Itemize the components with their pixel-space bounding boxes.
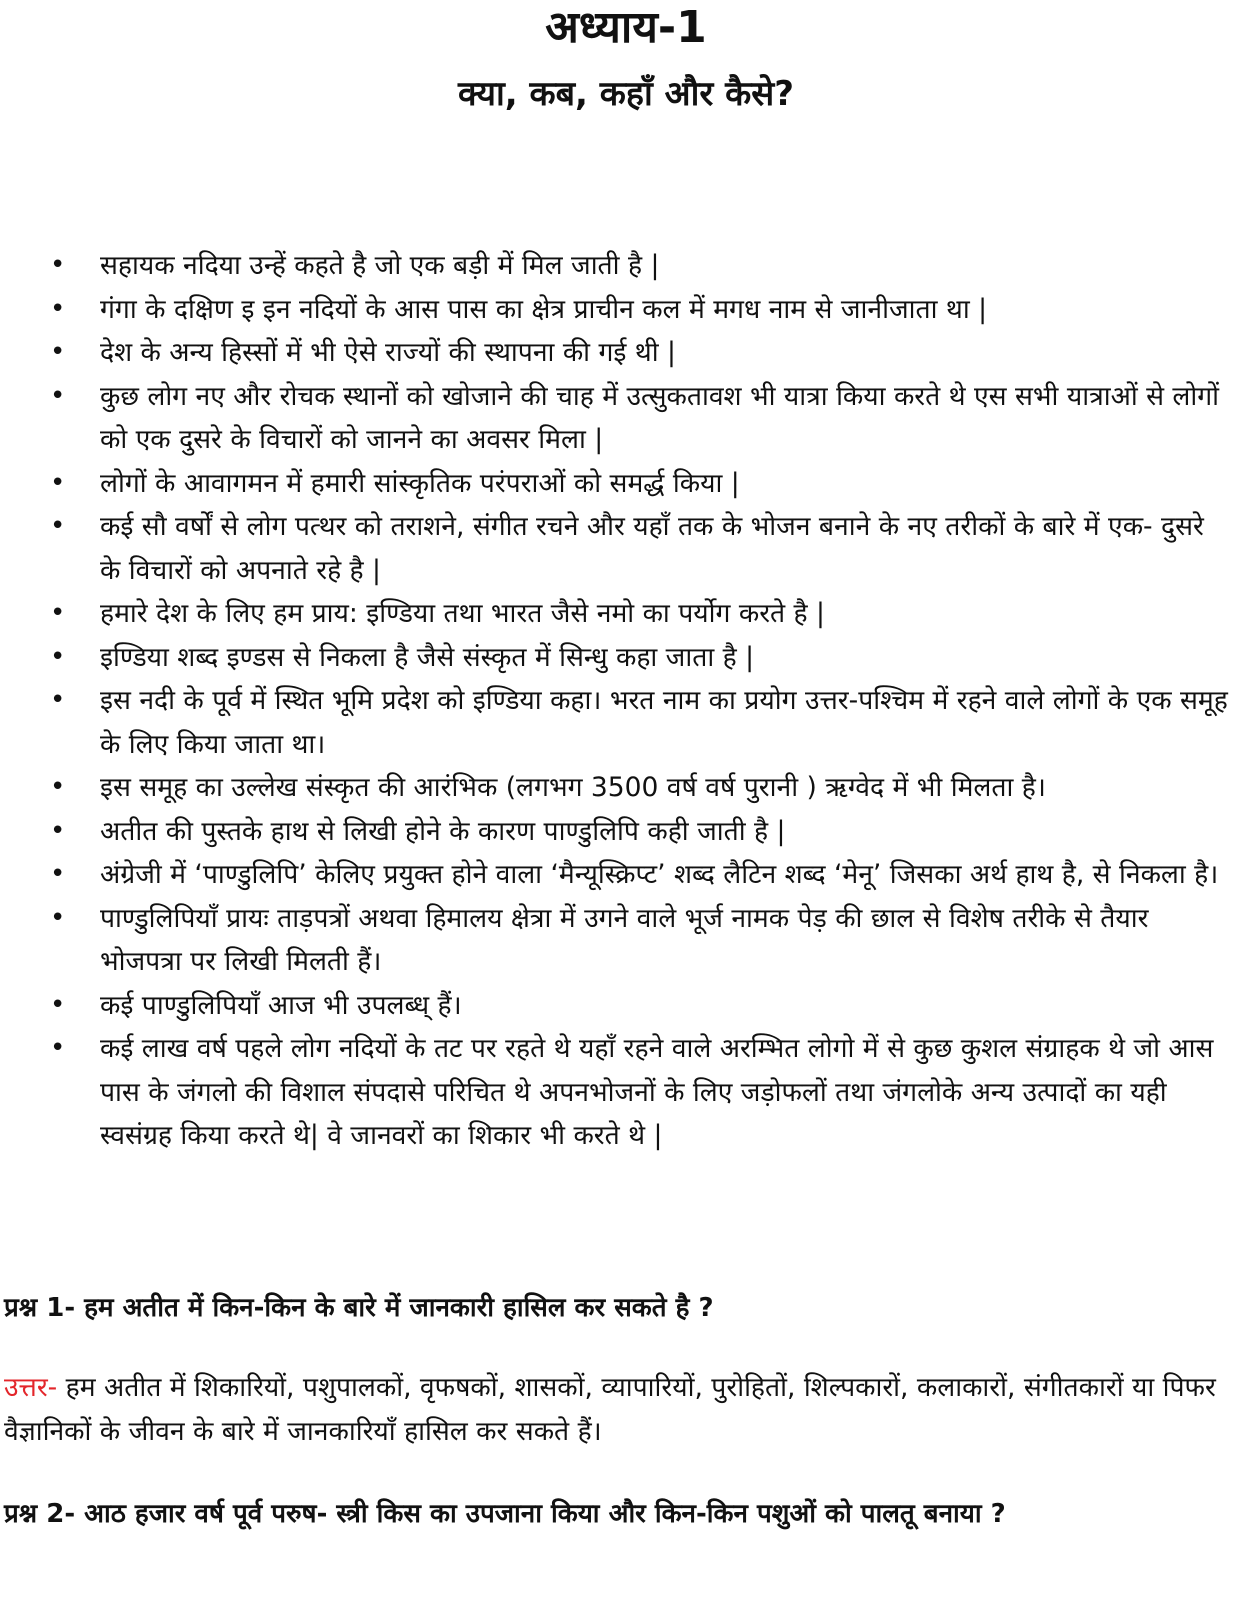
bullet-item: • इस नदी के पूर्व में स्थित भूमि प्रदेश को इण्डिया कहा। भरत नाम का प्रयोग उत्तर-पश्चिम में रहने वाले लोगों के एक समूह के लिए किया जाता था। — [0, 679, 1252, 766]
bullet-list — [0, 244, 1252, 1158]
chapter-title: अध्याय-1 — [545, 2, 707, 53]
answer-1 — [4, 1366, 1244, 1454]
bullet-item: • इस समूह का उल्लेख संस्कृत की आरंभिक (लगभग 3500 वर्ष वर्ष पुरानी ) ऋग्वेद में भी मिलता है। — [0, 766, 1252, 810]
question-2: प्रश्न 2- आठ हजार वर्ष पूर्व परुष- स्त्री किस का उपजाना किया और किन-किन पशुओं को पालतू बनाया ? — [4, 1499, 1006, 1529]
question-1: प्रश्न 1- हम अतीत में किन-किन के बारे में जानकारी हासिल कर सकते है ? — [4, 1293, 714, 1323]
bullet-item: • कई पाण्डुलिपियाँ आज भी उपलब्ध् हैं। — [0, 984, 1252, 1028]
bullet-item: • देश के अन्य हिस्सों में भी ऐसे राज्यों की स्थापना की गई थी | — [0, 331, 1252, 375]
bullet-item: • अतीत की पुस्तके हाथ से लिखी होने के कारण पाण्डुलिपि कही जाती है | — [0, 810, 1252, 854]
bullet-item: • गंगा के दक्षिण इ इन नदियों के आस पास का क्षेत्र प्राचीन कल में मगध नाम से जानीजाता था | — [0, 288, 1252, 332]
bullet-item: • कई सौ वर्षों से लोग पत्थर को तराशने, संगीत रचने और यहाँ तक के भोजन बनाने के नए तरीकों के बारे में एक- दुसरे के विचारों को अपनाते रहे है | — [0, 505, 1252, 592]
bullet-item: • लोगों के आवागमन में हमारी सांस्कृतिक परंपराओं को समर्द्ध किया | — [0, 462, 1252, 506]
bullet-item: • पाण्डुलिपियाँ प्रायः ताड़पत्रों अथवा हिमालय क्षेत्रा में उगने वाले भूर्ज नामक पेड़ की छाल से विशेष तरीके से तैयार भोजपत्रा पर लिखी मिलती हैं। — [0, 897, 1252, 984]
bullet-item: • अंग्रेजी में ‘पाण्डुलिपि’ केलिए प्रयुक्त होने वाला ‘मैन्यूस्क्रिप्ट’ शब्द लैटिन शब्द ‘मेनू’ जिसका अर्थ हाथ है, से निकला है। — [0, 853, 1252, 897]
chapter-subtitle: क्या, कब, कहाँ और कैसे? — [458, 74, 794, 114]
bullet-item: • इण्डिया शब्द इण्डस से निकला है जैसे संस्कृत में सिन्धु कहा जाता है | — [0, 636, 1252, 680]
bullet-item: • सहायक नदिया उन्हें कहते है जो एक बड़ी में मिल जाती है | — [0, 244, 1252, 288]
answer-text: हम अतीत में शिकारियों, पशुपालकों, वृफषकों, शासकों, व्यापारियों, पुरोहितों, शिल्पकारों, कलाकारों, संगीतकारों या पिफर वैज्ञानिकों के जीवन के बारे में जानकारियाँ हासिल कर सकते हैं। — [4, 1372, 1216, 1447]
bullet-item: • कई लाख वर्ष पहले लोग नदियों के तट पर रहते थे यहाँ रहने वाले अरम्भित लोगो में से कुछ कुशल संग्राहक थे जो आस पास के जंगलो की विशाल संपदासे परिचित थे अपनभोजनों के लिए जड़ोफलों तथा जंगलोके अन्य उत्पादों का यही स्वसंग्रह किया करते थे| वे जानवरों का शिकार भी करते थे | — [0, 1027, 1252, 1158]
answer-label: उत्तर- — [4, 1372, 58, 1403]
bullet-item: • कुछ लोग नए और रोचक स्थानों को खोजाने की चाह में उत्सुकतावश भी यात्रा किया करते थे एस सभी यात्राओं से लोगों को एक दुसरे के विचारों को जानने का अवसर मिला | — [0, 375, 1252, 462]
bullet-item: • हमारे देश के लिए हम प्राय: इण्डिया तथा भारत जैसे नमो का पर्योग करते है | — [0, 592, 1252, 636]
